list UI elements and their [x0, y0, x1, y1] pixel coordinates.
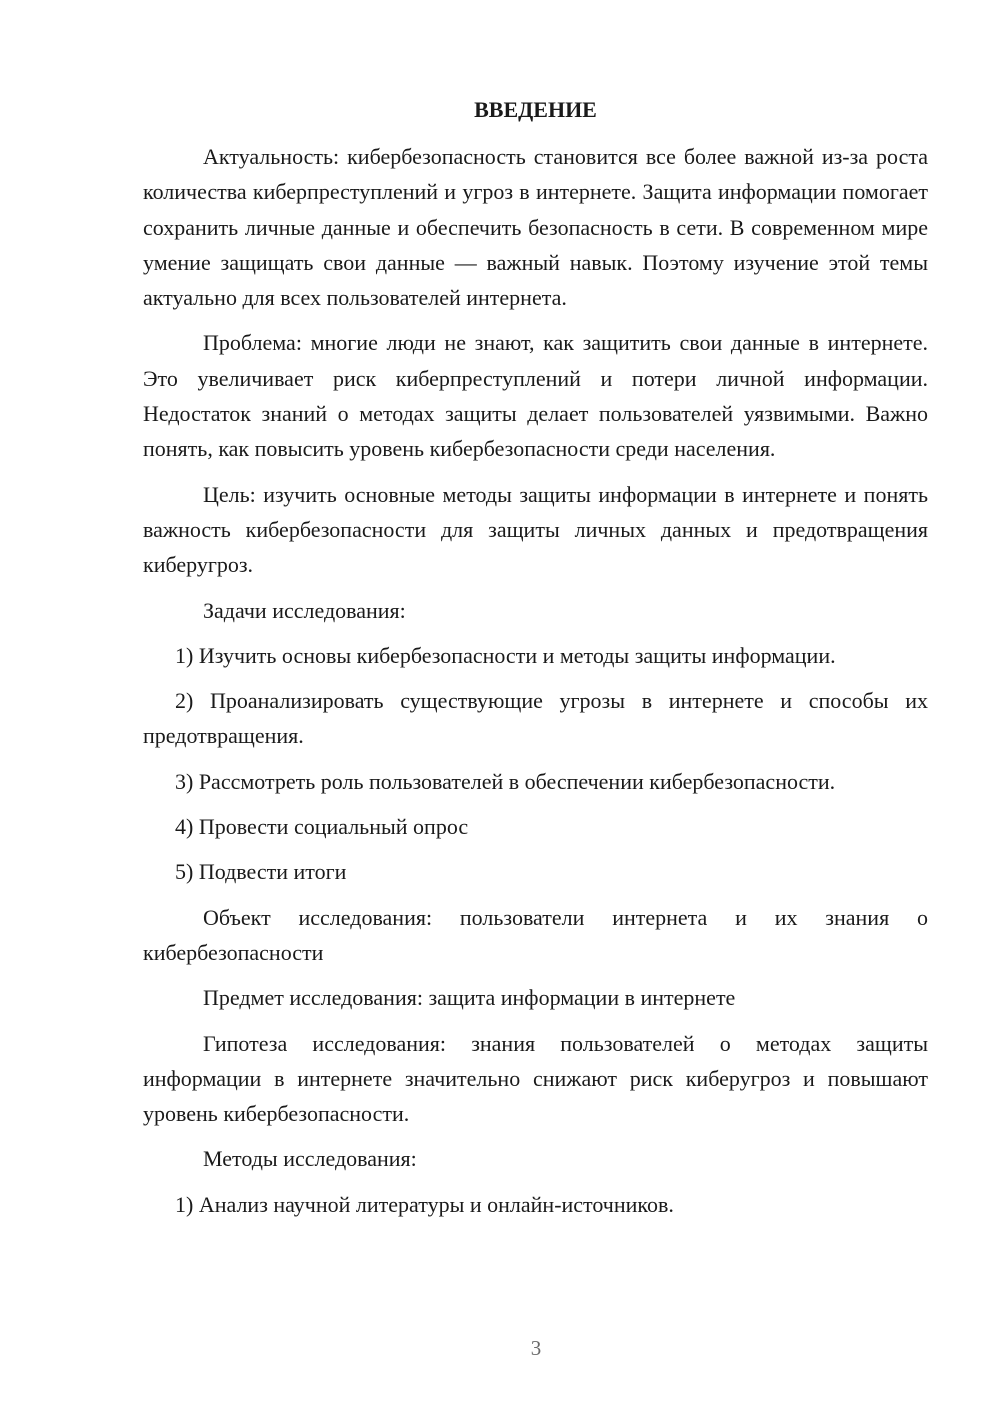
- method-item: 1) Анализ научной литературы и онлайн-источников.: [175, 1191, 674, 1217]
- tasks-title: Задачи исследования:: [203, 597, 406, 623]
- hypothesis-paragraph: Гипотеза исследования: знания пользователей о методах защиты информации в интернете значительно снижают риск киберугроз и повышают уровень кибербезопасности.: [143, 1030, 928, 1127]
- task-item: 1) Изучить основы кибербезопасности и методы защиты информации.: [175, 642, 836, 668]
- methods-title: Методы исследования:: [203, 1146, 417, 1172]
- document-page: [143, 95, 928, 1232]
- task-item: 5) Подвести итоги: [175, 859, 347, 885]
- section-heading: ВВЕДЕНИЕ: [474, 97, 597, 122]
- task-item: 3) Рассмотреть роль пользователей в обеспечении кибербезопасности.: [175, 768, 836, 794]
- subject-paragraph: Предмет исследования: защита информации в интернете: [203, 985, 736, 1011]
- task-item: 2) Проанализировать существующие угрозы в интернете и способы их предотвращения.: [143, 688, 928, 749]
- goal-paragraph: Цель: изучить основные методы защиты информации в интернете и понять важность кибербезопасности для защиты личных данных и предотвращения киберугроз.: [143, 481, 928, 578]
- relevance-paragraph: Актуальность: кибербезопасность становится все более важной из-за роста количества киберпреступлений и угроз в интернете. Защита информации помогает сохранить личные данные и обеспечить безопасность в сети. В современном мире умение защищать свои данные — важный навык. Поэтому изучение этой темы актуально для всех пользователей интернета.: [143, 144, 928, 311]
- page-number: 3: [530, 1336, 542, 1360]
- problem-paragraph: Проблема: многие люди не знают, как защитить свои данные в интернете. Это увеличивает риск киберпреступлений и потери личной информации. Недостаток знаний о методах защиты делает пользователей уязвимыми. Важно понять, как повысить уровень кибербезопасности среди населения.: [143, 330, 928, 462]
- task-item: 4) Провести социальный опрос: [175, 814, 469, 840]
- object-paragraph: Объект исследования: пользователи интернета и их знания о кибербезопасности: [143, 904, 928, 965]
